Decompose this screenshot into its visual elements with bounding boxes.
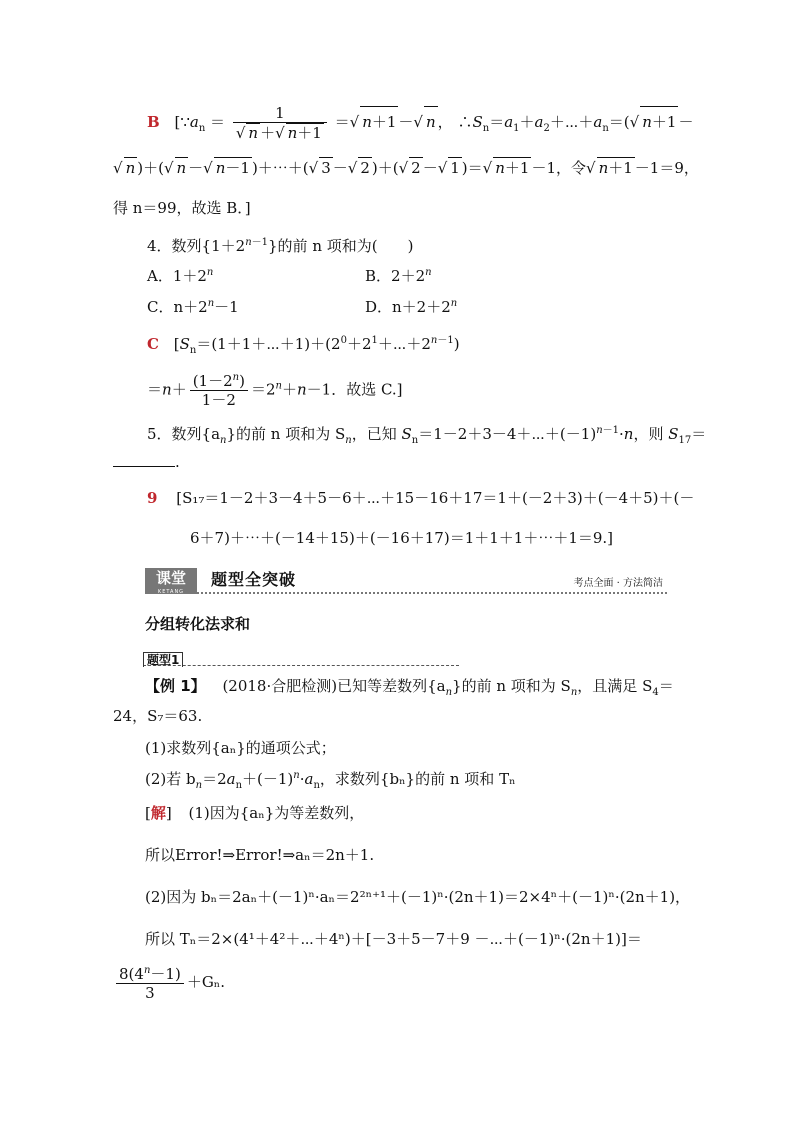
solution-error-line: 所以Error!⇒Error!⇒aₙ＝2n＋1. — [145, 846, 375, 864]
solution-tn-line: 所以 Tₙ＝2×(4¹＋4²＋⋯＋4ⁿ)＋[－3＋5－7＋9 －⋯＋(－1)ⁿ·(2n＋1)]＝ — [145, 930, 642, 948]
answer-b-open: [∵ — [174, 113, 190, 131]
banner-tag: 课堂 KETANG — [145, 568, 197, 594]
q4-answer-line-2: ＝n＋ $\frac{(1-2^n)}{1-2}$ $=2^n+n-1$．故选 C.] — [147, 372, 403, 409]
fraction-an: $\frac{1}{√ n +√ n+1}$ — [233, 104, 327, 142]
example-part-1: (1)求数列{aₙ}的通项公式； — [145, 739, 336, 757]
banner-right-note: 考点全面 · 方法简洁 — [573, 578, 663, 589]
q4-stem: 4．数列$\{1+2^{n-1}\}$的前 n 项和为( ) — [147, 237, 414, 255]
banner-rule — [197, 592, 667, 594]
q4-answer-line-1: C [$S_n=(1+1+\cdots+1)+(2^0+2^1+\cdots+2^{n-1})$ — [147, 335, 460, 356]
answer-b-label: B — [147, 113, 160, 131]
q5-blank: . — [113, 452, 180, 472]
q5-answer-line-1: 9 [S₁₇＝1－2＋3－4＋5－6＋⋯＋15－16＋17＝1＋(－2＋3)＋(－4＋5)＋(－ — [147, 489, 695, 507]
section-heading: 分组转化法求和 — [145, 615, 251, 633]
answer-b-line-2: √ n )＋(√ n －√ n－1 )＋⋯＋(√ 3 －√ 2 )＋(√ 2 －√ 1 )＝√ n＋1 －1，令√ n＋1 －1＝9， — [113, 159, 699, 177]
example-label: 【例 1】 — [145, 677, 206, 695]
solution-part-2: (2)因为 bₙ＝2aₙ＋(－1)ⁿ·aₙ＝2²ⁿ⁺¹＋(－1)ⁿ·(2n＋1)＝2×4ⁿ＋(－1)ⁿ·(2n＋1)， — [145, 888, 691, 906]
example-part-2: (2)若 $b_n=2a_n+(-1)^n\cdot a_n$，求数列{bₙ}的前 n 项和 Tₙ — [145, 770, 516, 791]
q5-answer-label: 9 — [147, 489, 158, 507]
q4-answer-label: C — [147, 335, 159, 353]
solution-label: [解] — [145, 804, 172, 822]
type-label-box — [143, 650, 459, 666]
answer-b-line-3: 得 n＝99，故选 B．] — [113, 199, 251, 217]
banner-title: 题型全突破 — [211, 570, 297, 589]
example-line-1: 【例 1】 (2018·合肥检测)已知等差数列$\{a_n\}$的前 n 项和为 $S_n$，且满足 $S_4=$ — [145, 677, 674, 698]
q5-answer-line-2: 6＋7)＋⋯＋(－14＋15)＋(－16＋17)＝1＋1＋1＋⋯＋1＝9.] — [190, 529, 614, 547]
q4-option-b: B．$2+2^n$ — [365, 267, 432, 285]
answer-b-line-1: B [$\because a_n$ ＝ $\frac{1}{√ n +√ n+1}$ ＝√ n＋1 －√ n ， $\therefore S_n=a_1+a_2+\cdots+a_n=(√$ n＋1 － — [147, 104, 694, 142]
q4-option-c: C．$n+2^n-1$ — [147, 298, 239, 316]
solution-line-1: [解] (1)因为{aₙ}为等差数列， — [145, 804, 365, 822]
solution-last-line: $\frac{8(4^n-1)}{3}$ ＋Gₙ. — [113, 962, 225, 1002]
q4-option-d: D．$n+2+2^n$ — [365, 298, 458, 316]
type-label: 题型1 — [143, 652, 183, 667]
q4-option-a: A．$1+2^n$ — [147, 267, 214, 285]
q5-stem: 5．数列$\{a_n\}$的前 n 项和为 $S_n$，已知 $S_n=1-2+3-4+\cdots+(-1)^{n-1}\cdot n$，则 $S_{17}=$ — [147, 425, 707, 446]
example-line-2: 24，S₇＝63. — [113, 707, 203, 725]
section-banner — [145, 568, 667, 594]
